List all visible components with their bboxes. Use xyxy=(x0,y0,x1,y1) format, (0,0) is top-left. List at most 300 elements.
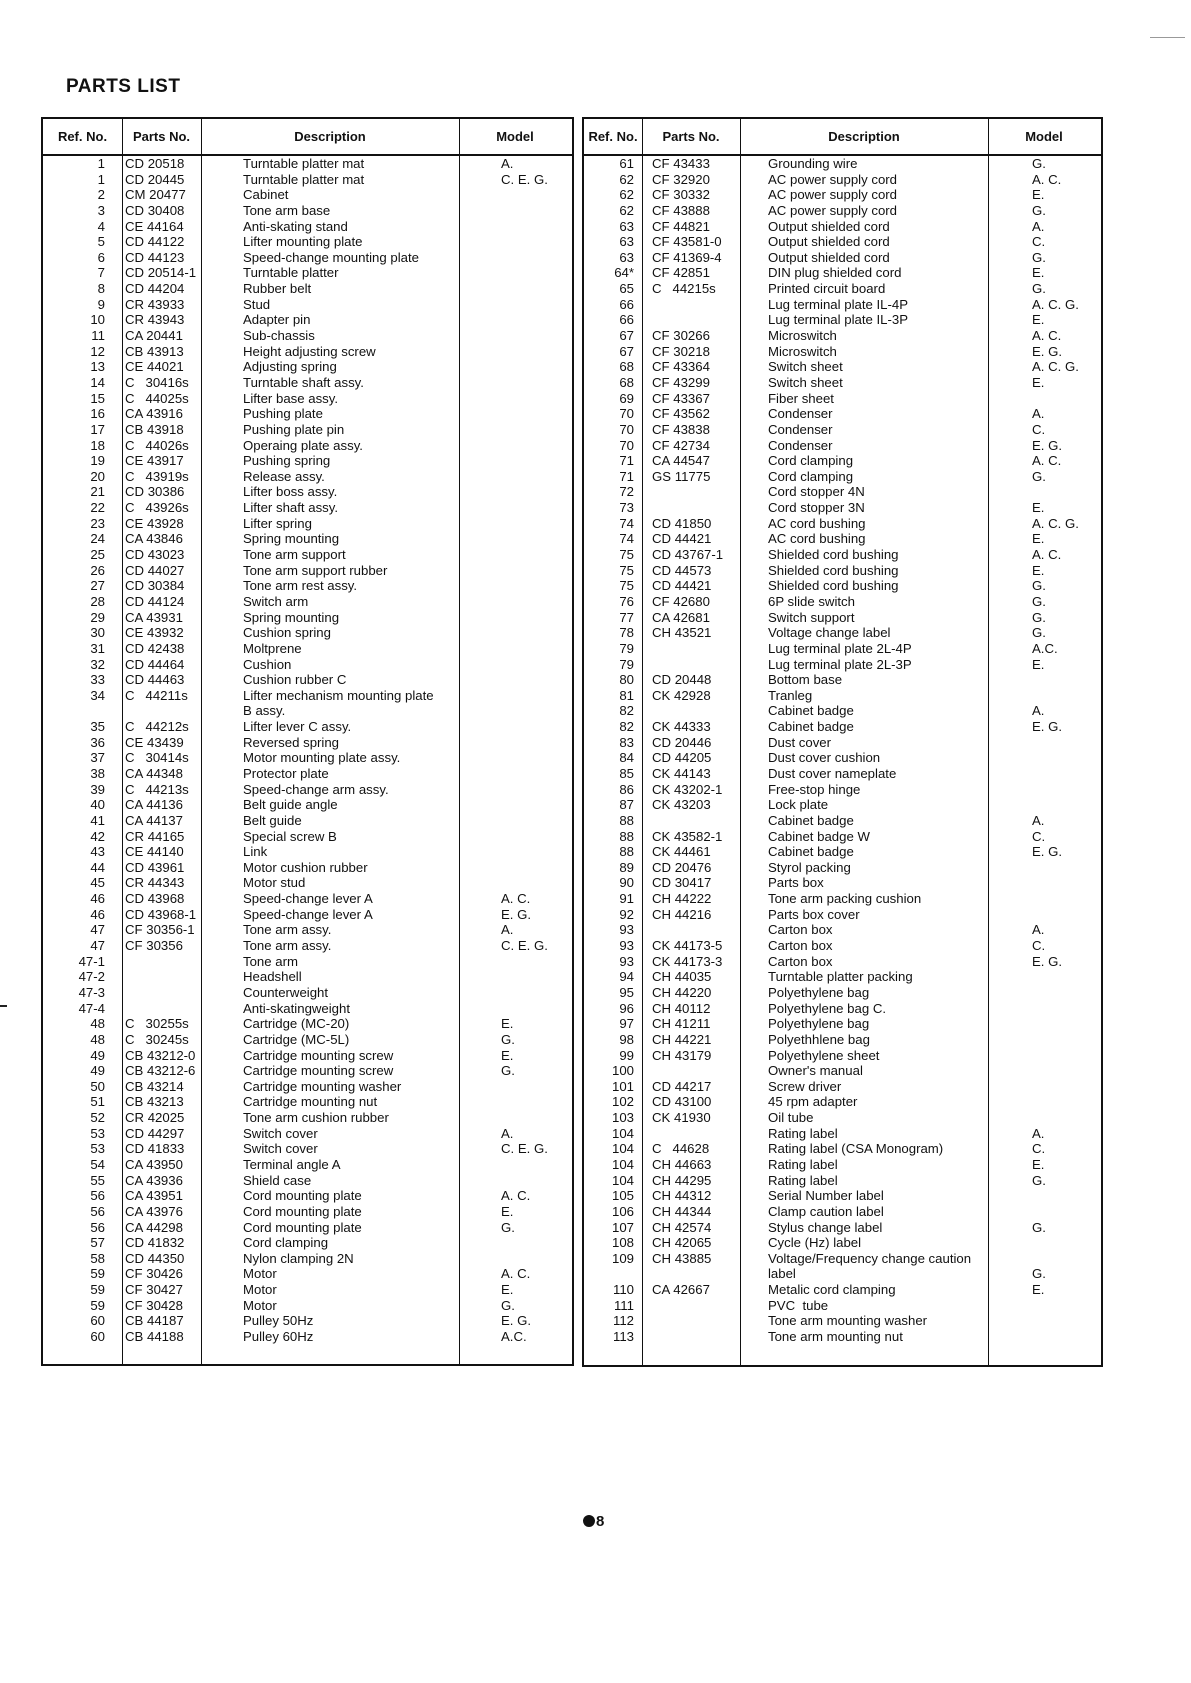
model-cell: E. xyxy=(1032,500,1045,516)
ref-no-cell: 94 xyxy=(619,969,634,985)
parts-no-cell: C 30255s xyxy=(125,1016,189,1032)
table-row xyxy=(43,172,572,188)
parts-no-cell: CE 43439 xyxy=(125,734,184,750)
description-cell: 45 rpm adapter xyxy=(768,1094,858,1110)
ref-no-cell: 105 xyxy=(611,1188,634,1204)
description-cell: Turntable platter xyxy=(243,265,339,281)
table-row xyxy=(584,1079,1101,1095)
parts-no-cell: CF 30266 xyxy=(652,328,710,344)
parts-no-cell: C 44628 xyxy=(652,1141,710,1157)
table-row xyxy=(584,531,1101,547)
description-cell: Lifter boss assy. xyxy=(243,484,338,500)
parts-no-cell: CH 42574 xyxy=(652,1219,712,1235)
table-row xyxy=(584,359,1101,375)
header-description: Description xyxy=(828,129,900,144)
parts-no-cell: CE 43932 xyxy=(125,625,184,641)
ref-no-cell: 67 xyxy=(619,343,634,359)
model-cell: A. C. xyxy=(1032,453,1062,469)
ref-no-cell: 53 xyxy=(90,1141,105,1157)
parts-no-cell: CD 43023 xyxy=(125,547,185,563)
description-cell: Styrol packing xyxy=(768,859,851,875)
ref-no-cell: 68 xyxy=(619,359,634,375)
description-cell: Cord mounting plate xyxy=(243,1219,362,1235)
parts-no-cell: CF 42734 xyxy=(652,437,710,453)
table-row xyxy=(584,797,1101,813)
model-cell: A. C. xyxy=(1032,171,1062,187)
description-cell: Voltage change label xyxy=(768,625,891,641)
parts-no-cell: CF 43367 xyxy=(652,390,710,406)
parts-no-cell: CF 43888 xyxy=(652,202,710,218)
ref-no-cell: 23 xyxy=(90,515,105,531)
ref-no-cell: 34 xyxy=(90,687,105,703)
model-cell: G. xyxy=(1032,249,1046,265)
ref-no-cell: 104 xyxy=(611,1157,634,1172)
ref-no-cell: 20 xyxy=(90,468,105,484)
description-cell: Belt guide angle xyxy=(243,797,338,813)
table-row xyxy=(584,1188,1101,1204)
description-cell: Motor xyxy=(243,1266,277,1282)
model-cell: A. C. G. xyxy=(1032,296,1079,312)
description-cell: Tone arm assy. xyxy=(243,922,332,938)
table-row xyxy=(584,203,1101,219)
description-cell: Rating label (CSA Monogram) xyxy=(768,1141,944,1157)
ref-no-cell: 75 xyxy=(619,562,634,578)
parts-no-cell: CH 44035 xyxy=(652,969,712,985)
table-row xyxy=(43,500,572,516)
model-cell: A. xyxy=(1032,703,1045,719)
description-cell: Shielded cord bushing xyxy=(768,578,899,594)
model-cell: C. xyxy=(1032,828,1046,844)
description-cell: Operaing plate assy. xyxy=(243,437,363,453)
ref-no-cell: 35 xyxy=(90,719,105,735)
table-row xyxy=(43,1110,572,1126)
ref-no-cell: 60 xyxy=(90,1313,105,1329)
table-row xyxy=(584,672,1101,688)
ref-no-cell: 106 xyxy=(611,1203,634,1219)
ref-no-cell: 74 xyxy=(619,515,634,531)
parts-no-cell: CD 44297 xyxy=(125,1125,185,1141)
table-row xyxy=(43,610,572,626)
model-cell: G. xyxy=(1032,1266,1046,1282)
ref-no-cell: 58 xyxy=(90,1250,105,1266)
ref-no-cell: 47 xyxy=(90,922,105,938)
model-cell: E. G. xyxy=(1032,953,1063,969)
parts-no-cell: CD 20518 xyxy=(125,156,185,171)
model-cell: C. E. G. xyxy=(501,938,548,954)
ref-no-cell: 71 xyxy=(619,453,634,469)
description-cell: Tone arm support rubber xyxy=(243,562,388,578)
parts-no-cell: CD 41832 xyxy=(125,1235,185,1251)
page-number-value: 8 xyxy=(596,1513,605,1530)
description-cell: Screw driver xyxy=(768,1078,842,1094)
model-cell: C. E. G. xyxy=(501,171,548,187)
parts-no-cell: C 30416s xyxy=(125,374,189,390)
description-cell: Lifter spring xyxy=(243,515,312,531)
parts-no-cell: CF 43433 xyxy=(652,156,710,171)
ref-no-cell: 42 xyxy=(90,828,105,844)
parts-no-cell: CD 43968-1 xyxy=(125,906,197,922)
model-cell: E. xyxy=(501,1203,514,1219)
description-cell: AC power supply cord xyxy=(768,171,898,187)
parts-no-cell: CB 44187 xyxy=(125,1313,184,1329)
ref-no-cell: 103 xyxy=(611,1110,634,1126)
model-cell: G. xyxy=(1032,578,1046,594)
parts-no-cell: CF 43364 xyxy=(652,359,710,375)
table-row xyxy=(584,1298,1101,1314)
ref-no-cell: 85 xyxy=(619,765,634,781)
parts-no-cell: CD 43100 xyxy=(652,1094,712,1110)
table-row xyxy=(584,766,1101,782)
parts-no-cell: CA 43846 xyxy=(125,531,183,547)
parts-no-cell: CH 44312 xyxy=(652,1188,712,1204)
model-cell: G. xyxy=(1032,593,1046,609)
model-cell: C. xyxy=(1032,938,1046,954)
table-row xyxy=(584,453,1101,469)
model-cell: A. C. xyxy=(1032,547,1062,563)
table-row xyxy=(43,531,572,547)
description-cell: Motor cushion rubber xyxy=(243,859,368,875)
description-cell: Cushion spring xyxy=(243,625,331,641)
description-cell: Rating label xyxy=(768,1172,838,1188)
table-row xyxy=(43,1235,572,1251)
model-cell: E. xyxy=(1032,1282,1045,1298)
ref-no-cell: 47-4 xyxy=(78,1000,105,1016)
parts-no-cell: CR 44165 xyxy=(125,828,185,844)
ref-no-cell: 69 xyxy=(619,390,634,406)
ref-no-cell: 27 xyxy=(90,578,105,594)
table-row xyxy=(43,312,572,328)
parts-no-cell: C 44211s xyxy=(125,687,188,703)
description-cell: Pulley 50Hz xyxy=(243,1313,314,1329)
parts-no-cell: CA 42667 xyxy=(652,1282,710,1298)
description-cell: Cord mounting plate xyxy=(243,1203,362,1219)
ref-no-cell: 81 xyxy=(619,687,634,703)
description-cell: Condenser xyxy=(768,406,833,422)
ref-no-cell: 6 xyxy=(97,249,105,265)
table-row xyxy=(584,265,1101,281)
table-row xyxy=(584,172,1101,188)
parts-no-cell: CA 43916 xyxy=(125,406,183,422)
table-row xyxy=(584,328,1101,344)
table-row xyxy=(43,1188,572,1204)
table-row xyxy=(43,391,572,407)
ref-no-cell: 82 xyxy=(619,719,634,735)
description-cell: Condenser xyxy=(768,437,833,453)
table-row xyxy=(43,1157,572,1173)
table-row xyxy=(43,1079,572,1095)
description-cell: Tone arm base xyxy=(243,202,331,218)
description-cell: Turntable platter packing xyxy=(768,969,913,985)
table-row xyxy=(584,1048,1101,1064)
table-row xyxy=(584,250,1101,266)
table-row xyxy=(43,1204,572,1220)
description-cell: Tone arm mounting washer xyxy=(768,1313,928,1329)
parts-no-cell: CK 44143 xyxy=(652,765,711,781)
model-cell: E. xyxy=(1032,374,1045,390)
ref-no-cell: 53 xyxy=(90,1125,105,1141)
parts-no-cell: CF 30332 xyxy=(652,187,710,203)
table-row xyxy=(43,766,572,782)
description-cell: 6P slide switch xyxy=(768,593,855,609)
table-row xyxy=(43,1126,572,1142)
table-row xyxy=(43,641,572,657)
ref-no-cell: 17 xyxy=(90,421,105,437)
parts-no-cell: CR 44343 xyxy=(125,875,185,891)
description-cell: Pushing plate xyxy=(243,406,323,422)
model-cell: A. xyxy=(1032,1125,1045,1141)
model-cell: E. xyxy=(1032,531,1045,547)
model-cell: E. xyxy=(501,1047,514,1063)
parts-no-cell: CA 43950 xyxy=(125,1157,183,1172)
table-row xyxy=(584,1094,1101,1110)
description-cell: Cartridge mounting screw xyxy=(243,1047,394,1063)
ref-no-cell: 104 xyxy=(611,1125,634,1141)
model-cell: E. xyxy=(501,1282,514,1298)
ref-no-cell: 55 xyxy=(90,1172,105,1188)
description-cell: Cartridge mounting screw xyxy=(243,1063,394,1079)
ref-no-cell: 104 xyxy=(611,1172,634,1188)
parts-no-cell: CB 43213 xyxy=(125,1094,184,1110)
table-row xyxy=(43,1220,572,1236)
ref-no-cell: 77 xyxy=(619,609,634,625)
ref-no-cell: 36 xyxy=(90,734,105,750)
ref-no-cell: 108 xyxy=(611,1235,634,1251)
ref-no-cell: 93 xyxy=(619,922,634,938)
description-cell: Carton box xyxy=(768,938,833,954)
parts-no-cell: CA 44137 xyxy=(125,812,183,828)
parts-no-cell: CD 44205 xyxy=(652,750,712,766)
parts-no-cell: CD 30384 xyxy=(125,578,185,594)
description-cell: Cord mounting plate xyxy=(243,1188,362,1204)
description-cell: Output shielded cord xyxy=(768,249,890,265)
ref-no-cell: 16 xyxy=(90,406,105,422)
parts-no-cell: CF 30218 xyxy=(652,343,710,359)
table-row xyxy=(43,219,572,235)
ref-no-cell: 67 xyxy=(619,328,634,344)
scan-mark xyxy=(1150,37,1185,38)
description-cell: Sub-chassis xyxy=(243,328,315,344)
parts-no-cell: CB 44188 xyxy=(125,1329,184,1345)
description-cell: Cabinet badge W xyxy=(768,828,870,844)
description-cell: AC power supply cord xyxy=(768,187,898,203)
description-cell: Rating label xyxy=(768,1125,838,1141)
model-cell: A. xyxy=(501,1125,514,1141)
description-cell: Motor xyxy=(243,1297,277,1313)
model-cell: E. xyxy=(1032,312,1045,328)
model-cell: E. xyxy=(1032,656,1045,672)
table-body xyxy=(584,156,1101,1345)
table-row xyxy=(43,969,572,985)
ref-no-cell: 110 xyxy=(612,1282,634,1298)
ref-no-cell: 59 xyxy=(90,1297,105,1313)
parts-no-cell: CD 20448 xyxy=(652,672,712,688)
description-cell: Stud xyxy=(243,296,271,312)
description-cell: Dust cover nameplate xyxy=(768,765,897,781)
table-row xyxy=(43,625,572,641)
model-cell: C. E. G. xyxy=(501,1141,548,1157)
table-row xyxy=(43,782,572,798)
ref-no-cell: 74 xyxy=(619,531,634,547)
description-cell: Pushing spring xyxy=(243,453,331,469)
table-row xyxy=(43,375,572,391)
model-cell: G. xyxy=(1032,625,1046,641)
parts-no-cell: CD 44350 xyxy=(125,1250,185,1266)
parts-no-cell: CF 30427 xyxy=(125,1282,183,1298)
ref-no-cell: 91 xyxy=(619,891,634,907)
description-cell: Turntable shaft assy. xyxy=(243,374,364,390)
ref-no-cell: 75 xyxy=(619,547,634,563)
description-cell: Lug terminal plate IL-3P xyxy=(768,312,909,328)
model-cell: E. G. xyxy=(501,906,532,922)
description-cell: Tranleg xyxy=(768,687,813,703)
ref-no-cell: 59 xyxy=(90,1266,105,1282)
description-cell: Dust cover xyxy=(768,734,832,750)
table-row xyxy=(43,875,572,891)
parts-no-cell: CH 44216 xyxy=(652,906,712,922)
description-cell: Rating label xyxy=(768,1157,838,1172)
table-row xyxy=(584,469,1101,485)
ref-no-cell: 47-3 xyxy=(78,984,105,1000)
parts-no-cell: C 44215s xyxy=(652,281,716,297)
parts-no-cell: C 30245s xyxy=(125,1031,189,1047)
ref-no-cell: 102 xyxy=(611,1094,634,1110)
parts-no-cell: CH 43885 xyxy=(652,1250,712,1266)
table-row xyxy=(584,297,1101,313)
description-cell: Cushion rubber C xyxy=(243,672,347,688)
parts-no-cell: CK 42928 xyxy=(652,687,711,703)
table-row xyxy=(584,547,1101,563)
parts-no-cell: CB 43212-0 xyxy=(125,1047,196,1063)
model-cell: G. xyxy=(1032,1172,1046,1188)
model-cell: G. xyxy=(501,1297,515,1313)
table-row xyxy=(584,829,1101,845)
ref-no-cell: 76 xyxy=(619,593,634,609)
ref-no-cell: 45 xyxy=(90,875,105,891)
model-cell: E. G. xyxy=(501,1313,532,1329)
description-cell: Cushion xyxy=(243,656,292,672)
parts-no-cell: CR 43933 xyxy=(125,296,185,312)
ref-no-cell: 59 xyxy=(90,1282,105,1298)
description-cell: AC power supply cord xyxy=(768,202,898,218)
description-cell: Cabinet badge xyxy=(768,719,854,735)
parts-no-cell: CD 41833 xyxy=(125,1141,185,1157)
description-cell: Shield case xyxy=(243,1172,312,1188)
table-row xyxy=(584,1220,1101,1236)
parts-no-cell: CD 44027 xyxy=(125,562,185,578)
ref-no-cell: 10 xyxy=(90,312,105,328)
parts-no-cell: CA 44136 xyxy=(125,797,183,813)
description-cell: Speed-change lever A xyxy=(243,906,373,922)
table-row xyxy=(43,1266,572,1282)
table-row xyxy=(43,657,572,673)
ref-no-cell: 66 xyxy=(619,312,634,328)
description-cell: Cabinet badge xyxy=(768,703,854,719)
model-cell: A. C. xyxy=(501,1266,531,1282)
ref-no-cell: 63 xyxy=(619,234,634,250)
description-cell: Bottom base xyxy=(768,672,843,688)
parts-no-cell: CH 44221 xyxy=(652,1031,712,1047)
table-row xyxy=(584,1251,1101,1267)
parts-no-cell: CA 44298 xyxy=(125,1219,183,1235)
description-cell: AC cord bushing xyxy=(768,515,866,531)
parts-no-cell: CH 44344 xyxy=(652,1203,712,1219)
table-row xyxy=(43,344,572,360)
ref-no-cell: 90 xyxy=(619,875,634,891)
ref-no-cell: 24 xyxy=(90,531,105,547)
description-cell: Dust cover cushion xyxy=(768,750,881,766)
description-cell: Lug terminal plate 2L-4P xyxy=(768,640,912,656)
ref-no-cell: 88 xyxy=(619,828,634,844)
description-cell: Free-stop hinge xyxy=(768,781,861,797)
table-row xyxy=(43,797,572,813)
description-cell: Polyethylene bag xyxy=(768,1016,870,1032)
ref-no-cell: 29 xyxy=(90,609,105,625)
parts-no-cell: CD 30386 xyxy=(125,484,185,500)
ref-no-cell: 4 xyxy=(97,218,105,234)
description-cell: Reversed spring xyxy=(243,734,340,750)
ref-no-cell: 78 xyxy=(619,625,634,641)
table-row xyxy=(584,156,1101,172)
parts-no-cell: CD 44204 xyxy=(125,281,185,297)
parts-no-cell: CH 40112 xyxy=(652,1000,711,1016)
description-cell: Polyethylene bag xyxy=(768,984,870,1000)
ref-no-cell: 56 xyxy=(90,1219,105,1235)
table-row xyxy=(43,187,572,203)
parts-no-cell: CF 30428 xyxy=(125,1297,183,1313)
model-cell: G. xyxy=(501,1219,515,1235)
description-cell: Adjusting spring xyxy=(243,359,337,375)
ref-no-cell: 56 xyxy=(90,1188,105,1204)
table-row xyxy=(584,375,1101,391)
table-row xyxy=(584,860,1101,876)
header-ref-no: Ref. No. xyxy=(57,129,108,144)
ref-no-cell: 51 xyxy=(90,1094,105,1110)
table-row xyxy=(43,594,572,610)
description-cell: Carton box xyxy=(768,922,833,938)
description-cell: Microswitch xyxy=(768,343,837,359)
table-row xyxy=(43,907,572,923)
table-row xyxy=(43,1329,572,1345)
parts-no-cell: CF 41369-4 xyxy=(652,249,722,265)
description-cell: Rubber belt xyxy=(243,281,312,297)
table-row xyxy=(584,1016,1101,1032)
page-title: PARTS LIST xyxy=(66,76,181,97)
description-cell: Release assy. xyxy=(243,468,325,484)
parts-no-cell: CF 42851 xyxy=(652,265,710,281)
ref-no-cell: 62 xyxy=(619,171,634,187)
parts-no-cell: CD 44464 xyxy=(125,656,185,672)
ref-no-cell: 2 xyxy=(97,187,105,203)
ref-no-cell: 8 xyxy=(97,281,105,297)
table-row xyxy=(43,484,572,500)
table-row xyxy=(43,1094,572,1110)
description-cell: AC cord bushing xyxy=(768,531,866,547)
description-cell: Cord clamping xyxy=(243,1235,329,1251)
description-cell: Switch cover xyxy=(243,1141,318,1157)
description-cell: Anti-skating stand xyxy=(243,218,348,234)
ref-no-cell: 26 xyxy=(90,562,105,578)
ref-no-cell: 9 xyxy=(97,296,105,312)
ref-no-cell: 47-2 xyxy=(78,969,105,985)
parts-no-cell: CR 43943 xyxy=(125,312,185,328)
parts-no-cell: CH 41211 xyxy=(652,1016,711,1032)
parts-no-cell: CK 44173-3 xyxy=(652,953,723,969)
table-row xyxy=(43,672,572,688)
table-row xyxy=(43,844,572,860)
description-cell: Adapter pin xyxy=(243,312,311,328)
table-row xyxy=(43,203,572,219)
model-cell: A. xyxy=(501,156,514,171)
